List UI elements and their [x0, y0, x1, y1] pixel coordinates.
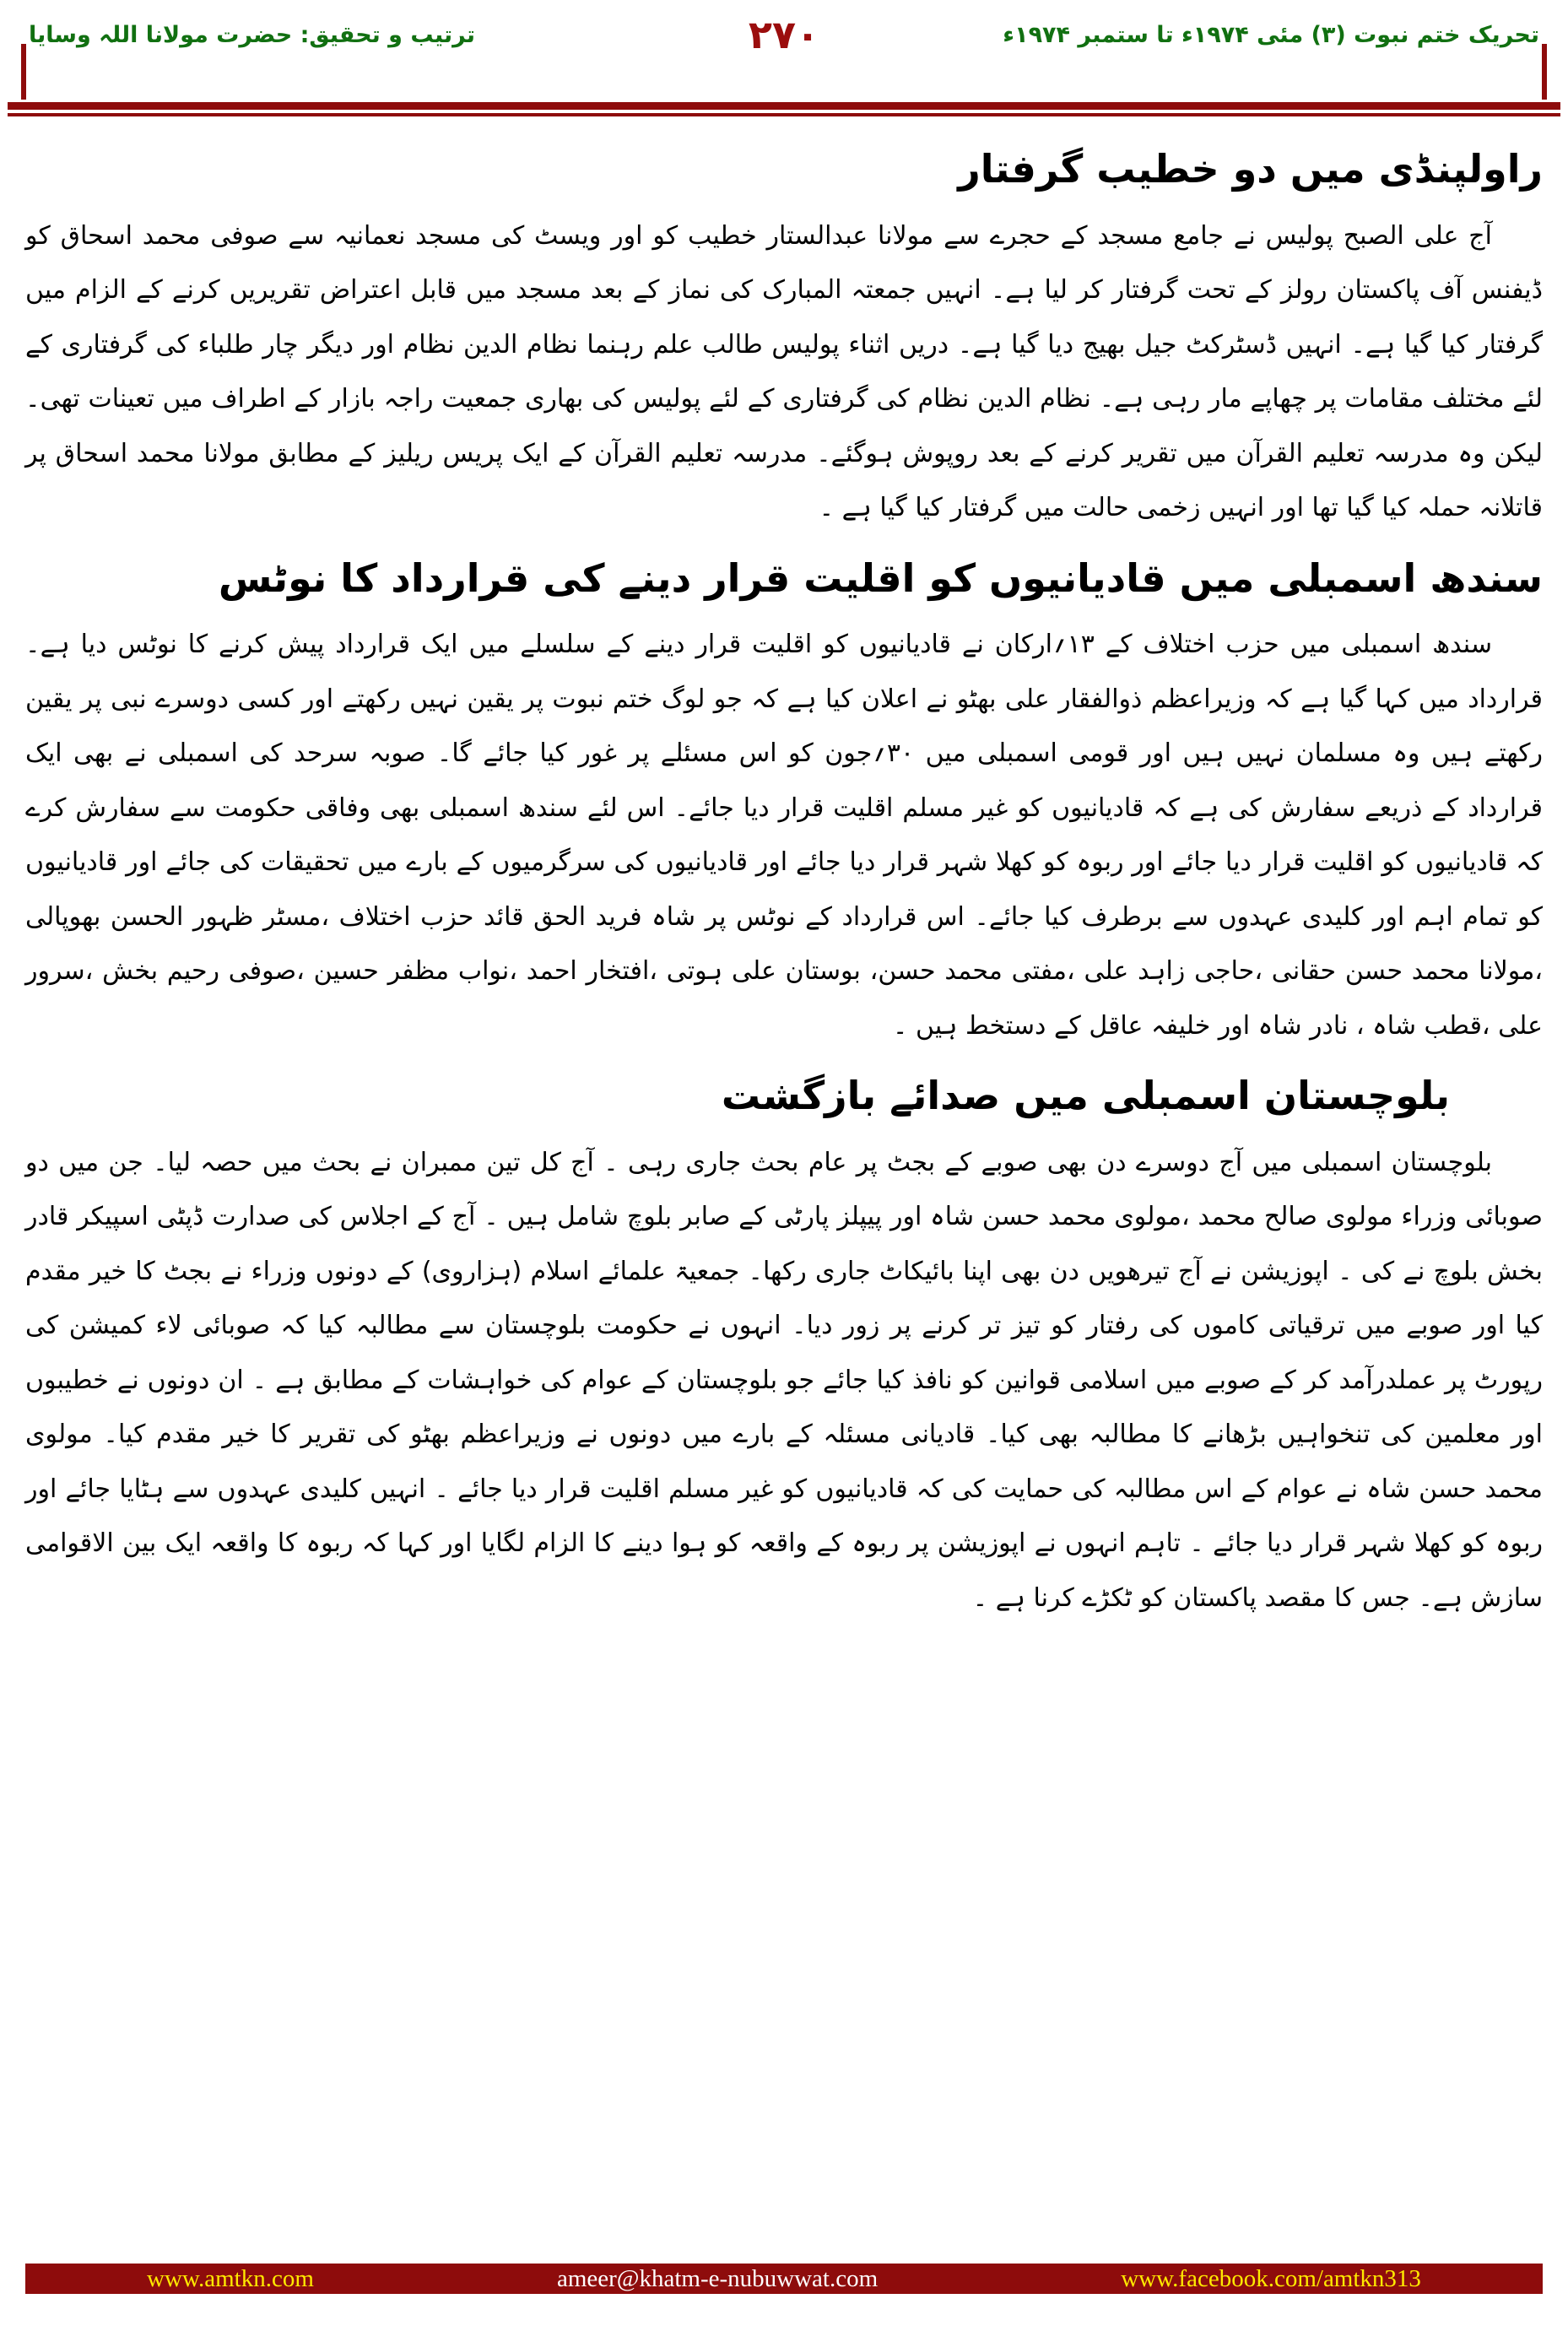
page-number: ۲۷۰: [748, 12, 820, 57]
header-rule-thin: [8, 113, 1560, 116]
section-2-heading: سندھ اسمبلی میں قادیانیوں کو اقلیت قرار دینے کی قرارداد کا نوٹس: [218, 554, 1543, 601]
section-2-body: سندھ اسمبلی میں حزب اختلاف کے ۱۳؍ارکان نے قادیانیوں کو اقلیت قرار دینے کے سلسلے میں ایک قرارداد پیش کرنے کا نوٹس دیا ہے۔ قرارداد میں کہا گیا ہے کہ وزیراعظم ذوالفقار علی بھٹو نے اعلان کیا ہے کہ جو لوگ ختم نبوت پر یقین نہیں رکھتے اور کسی دوسرے نبی پر یقین رکھتے ہیں وہ مسلمان نہیں ہیں اور قومی اسمبلی میں ۳۰؍جون کو اس مسئلے پر غور کیا جائے گا۔ صوبہ سرحد کی اسمبلی نے بھی ایک قرارداد کے ذریعے سفارش کی ہے کہ قادیانیوں کو غیر مسلم اقلیت قرار دیا جائے۔ اس لئے سندھ اسمبلی بھی وفاقی حکومت سے سفارش کرے کہ قادیانیوں کو اقلیت قرار دیا جائے اور ربوہ کو کھلا شہر قرار دیا جائے اور قادیانیوں کی سرگرمیوں کے بارے میں تحقیقات کی جائے اور قادیانیوں کو تمام اہم اور کلیدی عہدوں سے برطرف کیا جائے۔ اس قرارداد کے نوٹس پر شاہ فرید الحق قائد حزب اختلاف ،مسٹر ظہور الحسن بھوپالی ،مولانا محمد حسن حقانی ،حاجی زاہد علی ،مفتی محمد حسن، بوستان علی ہوتی ،افتخار احمد ،نواب مظفر حسین ،صوفی رحیم بخش ،سرور علی ،قطب شاہ ، نادر شاہ اور خلیفہ عاقل کے دستخط ہیں ۔: [25, 630, 1544, 1041]
section-1-heading: راولپنڈی میں دو خطیب گرفتار: [958, 146, 1543, 192]
footer-facebook-link[interactable]: www.facebook.com/amtkn313: [1121, 2264, 1421, 2292]
article-content: [25, 127, 1543, 1634]
header-title-right: تحریک ختم نبوت (۳) مئی ۱۹۷۴ء تا ستمبر ۱۹۷۴ء: [1003, 22, 1539, 48]
section-3-heading: بلوچستان اسمبلی میں صدائے بازگشت: [721, 1073, 1450, 1119]
footer-bar: [25, 2264, 1543, 2294]
header-title-left: ترتیب و تحقیق: حضرت مولانا اللہ وسایا: [29, 22, 476, 48]
footer-website-link[interactable]: www.amtkn.com: [147, 2264, 314, 2292]
section-1-body: آج علی الصبح پولیس نے جامع مسجد کے حجرے سے مولانا عبدالستار خطیب کو اور ویسٹ کی مسجد نعمانیہ سے صوفی محمد اسحاق کو ڈیفنس آف پاکستان رولز کے تحت گرفتار کر لیا ہے۔ انہیں جمعتہ المبارک کی نماز کے بعد مسجد میں قابل اعتراض تقریریں کرنے کے الزام میں گرفتار کیا گیا ہے۔ انہیں ڈسٹرکٹ جیل بھیج دیا گیا ہے۔ دریں اثناء پولیس طالب علم رہنما نظام الدین نظام اور دیگر چار طلباء کی گرفتاری کے لئے مختلف مقامات پر چھاپے مار رہی ہے۔ نظام الدین نظام کی گرفتاری کے لئے پولیس کی بھاری جمعیت راجہ بازار کے اطراف میں تعینات تھی۔ لیکن وہ مدرسہ تعلیم القرآن میں تقریر کرنے کے بعد روپوش ہوگئے۔ مدرسہ تعلیم القرآن کے ایک پریس ریلیز کے مطابق مولانا محمد اسحاق پر قاتلانہ حملہ کیا گیا تھا اور انہیں زخمی حالت میں گرفتار کیا گیا ہے ۔: [25, 220, 1543, 523]
footer-email-link[interactable]: ameer@khatm-e-nubuwwat.com: [556, 2264, 879, 2292]
header-rule-thick: [8, 102, 1560, 110]
left-corner-mark: [21, 44, 26, 100]
section-3-body: بلوچستان اسمبلی میں آج دوسرے دن بھی صوبے کے بجٹ پر عام بحث جاری رہی ۔ آج کل تین ممبران نے بحث میں حصہ لیا۔ جن میں دو صوبائی وزراء مولوی صالح محمد ،مولوی محمد حسن شاہ اور پیپلز پارٹی کے صابر بلوچ شامل ہیں ۔ آج کے اجلاس کی صدارت ڈپٹی اسپیکر قادر بخش بلوچ نے کی ۔ اپوزیشن نے آج تیرھویں دن بھی اپنا بائیکاٹ جاری رکھا۔ جمعیۃ علمائے اسلام (ہزاروی) کے دونوں وزراء نے بجٹ کا خیر مقدم کیا اور صوبے میں ترقیاتی کاموں کی رفتار کو تیز تر کرنے پر زور دیا۔ انہوں نے حکومت بلوچستان سے مطالبہ کیا کہ صوبائی لاء کمیشن کی رپورٹ پر عملدرآمد کر کے صوبے میں اسلامی قوانین کو نافذ کیا جائے جو بلوچستان کے عوام کی خواہشات کے مطابق ہے ۔ ان دونوں نے خطیبوں اور معلمین کی تنخواہیں بڑھانے کا مطالبہ بھی کیا۔ قادیانی مسئلہ کے بارے میں دونوں نے وزیراعظم بھٹو کی تقریر کا خیر مقدم کیا۔ مولوی محمد حسن شاہ نے عوام کے اس مطالبہ کی حمایت کی کہ قادیانیوں کو غیر مسلم اقلیت قرار دیا جائے ۔ انہیں کلیدی عہدوں سے ہٹایا جائے اور ربوہ کو کھلا شہر قرار دیا جائے ۔ تاہم انہوں نے اپوزیشن پر ربوہ کے واقعہ کو ہوا دینے کا الزام لگایا اور کہا کہ ربوہ کا واقعہ ایک بین الاقوامی سازش ہے۔ جس کا مقصد پاکستان کو ٹکڑے کرنا ہے ۔: [25, 1147, 1543, 1613]
right-corner-mark: [1542, 44, 1547, 100]
